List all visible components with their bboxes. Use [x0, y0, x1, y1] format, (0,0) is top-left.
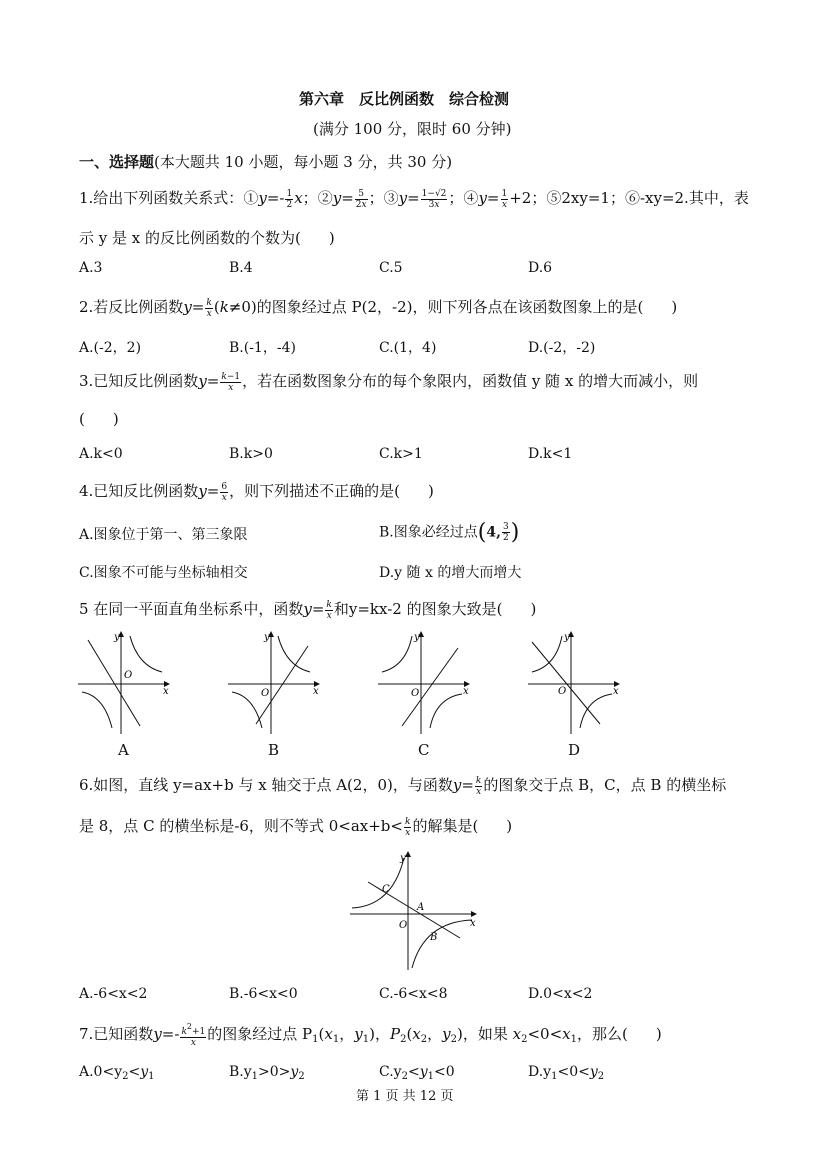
fraction: $\frac{3}{2}$ [502, 522, 509, 543]
q1-option-b[interactable]: B.4 [229, 260, 253, 276]
q1-option-a[interactable]: A.3 [79, 260, 103, 276]
q7-option-c-text: C.y [379, 1064, 402, 1080]
fraction: $\frac{1}{x}$ [501, 188, 508, 210]
q6-line-1b: 的图象交于点 B，C，点 B 的横坐标 [483, 776, 727, 794]
question-1-line-1: 1.给出下列函数关系式：①y=- $\frac{1}{2}$ x；②y= $\frac{5}{2x}$ ；③y= $\frac{1-√2}{3x}$ ；④y= $\frac{1}{x}$ +2；⑤2xy=1；⑥-xy=2.其中，表 [79, 188, 749, 210]
fraction: $\frac{k2+1}{x}$ [181, 1022, 206, 1048]
question-4: 4.已知反比例函数y= $\frac{6}{x}$ ，则下列描述不正确的是( ) [79, 481, 434, 503]
q2-option-c[interactable]: C.(1，4) [379, 340, 437, 356]
axis-y-label: y [264, 632, 270, 643]
question-5: 5 在同一平面直角坐标系中，函数y= $\frac{k}{x}$ 和y=kx-2 的图象大致是( ) [79, 599, 537, 621]
axis-x-label: x [613, 686, 619, 697]
q4-option-b-text: B.图象必经过点 [379, 524, 478, 541]
q1-circle-4: ④ [463, 189, 479, 207]
section-heading [79, 151, 452, 172]
q4-prefix: 4.已知反比例函数 [79, 482, 199, 500]
q5-label-c: C [418, 741, 430, 759]
q6-option-d[interactable]: D.0<x<2 [528, 986, 593, 1002]
fraction: $\frac{k-1}{x}$ [221, 371, 241, 393]
q5-graph-c[interactable] [378, 628, 478, 734]
q7-option-a[interactable]: $A.0<y_2<y_1$ [79, 1064, 155, 1082]
section-title: 一、选择题 [79, 153, 155, 171]
fig-point-a-label: A [417, 902, 425, 913]
q5-label-d: D [568, 741, 581, 759]
q5-graph-b[interactable] [228, 628, 328, 734]
origin-label: O [411, 688, 420, 699]
q4-option-b[interactable]: B.图象必经过点(4, $\frac{3}{2}$ ) [379, 520, 520, 545]
q5-label-b: B [268, 741, 280, 759]
question-6-line-1: 6.如图，直线 y=ax+b 与 x 轴交于点 A(2，0)，与函数y= $\frac{k}{x}$ 的图象交于点 B，C，点 B 的横坐标 [79, 775, 727, 797]
fraction: $\frac{k}{x}$ [206, 297, 212, 319]
q2-option-a[interactable]: A.(-2，2) [79, 340, 142, 356]
q2-prefix: 2.若反比例函数 [79, 298, 184, 316]
q7-suffix: 的图象经过点 P [207, 1025, 313, 1043]
q1-items-5-6: ⑤2xy=1；⑥-xy=2.其中，表 [546, 189, 749, 207]
origin-label: O [261, 688, 270, 699]
q5-graph-d[interactable] [528, 628, 628, 734]
axis-x-label: x [163, 686, 169, 697]
q1-option-d[interactable]: D.6 [528, 260, 553, 276]
q5-mid: 和 [333, 600, 349, 618]
q7-option-c[interactable]: $C.y_2<y_1<0$ [379, 1064, 455, 1082]
q3-option-a[interactable]: A.k<0 [79, 446, 123, 462]
fig-point-c-label: C [382, 884, 390, 895]
q3-option-d[interactable]: D.k<1 [528, 446, 573, 462]
q5-prefix: 5 在同一平面直角坐标系中，函数 [79, 600, 304, 618]
q1-line-2-text: 示 y 是 x 的反比例函数的个数为( [79, 229, 301, 247]
question-1-line-2: 示 y 是 x 的反比例函数的个数为( ) [79, 229, 335, 247]
fraction: $\frac{k}{x}$ [326, 599, 332, 621]
fraction: $\frac{k}{x}$ [475, 775, 482, 797]
q6-option-c[interactable]: C.-6<x<8 [379, 986, 448, 1002]
q2-option-b[interactable]: B.(-1，-4) [229, 340, 296, 356]
q3-option-c[interactable]: C.k>1 [379, 446, 423, 462]
fraction: $\frac{5}{2x}$ [355, 188, 367, 210]
q1-option-c[interactable]: C.5 [379, 260, 403, 276]
origin-label: O [124, 670, 133, 681]
q3-option-b[interactable]: B.k>0 [229, 446, 273, 462]
q5-label-a: A [118, 741, 129, 759]
axis-x-label: x [313, 686, 319, 697]
q4-option-a[interactable]: A.图象位于第一、第三象限 [79, 527, 248, 543]
axis-y-label: y [414, 632, 420, 643]
q1-circle-3: ③ [383, 189, 399, 207]
q7-option-b-text: B.y [229, 1064, 252, 1080]
q5-graph-a[interactable] [78, 628, 178, 734]
q2-option-d[interactable]: D.(-2，-2) [528, 340, 596, 356]
q1-circle-1: ① [243, 189, 259, 207]
fig-point-b-label: B [430, 932, 438, 943]
origin-label: O [558, 686, 567, 697]
fig-y-label: y [400, 853, 406, 864]
fraction: $\frac{1-√2}{3x}$ [421, 188, 447, 210]
q3-suffix: ，若在函数图象分布的每个象限内，函数值 y 随 x 的增大而减小，则 [242, 372, 699, 390]
q3-prefix: 3.已知反比例函数 [79, 372, 199, 390]
fraction: $\frac{k}{x}$ [404, 816, 411, 838]
q1-circle-2: ② [317, 189, 333, 207]
q7-option-d-text: D.y [528, 1064, 552, 1080]
page-number: 第 1 页 共 12 页 [356, 1089, 454, 1104]
axis-x-label: x [463, 686, 469, 697]
q7-option-d[interactable]: $D.y_1<0<y_2$ [528, 1064, 605, 1082]
fig-origin-label: O [399, 920, 408, 931]
q3-paren: ( [79, 410, 85, 428]
axis-y-label: y [114, 632, 120, 643]
question-7: 7.已知函数y=- $\frac{k2+1}{x}$ 的图象经过点 $P_1(x_1$，$y_1$)，$P_2(x_2$，$y_2$)，如果 $x_2<0<x_1$，那么( ) [79, 1022, 662, 1048]
fig-x-label: x [470, 918, 476, 929]
question-2: 2.若反比例函数y= $\frac{k}{x}$ (k≠0)的图象经过点 P(2，-2)，则下列各点在该函数图象上的是( ) [79, 297, 678, 319]
q6-line-2b: 的解集是( [412, 817, 479, 835]
page-title: 第六章 反比例函数 综合检测 [299, 90, 510, 108]
question-3-line-1: 3.已知反比例函数y= $\frac{k-1}{x}$ ，若在函数图象分布的每个象限内，函数值 y 随 x 的增大而减小，则 [79, 371, 699, 393]
q7-option-b[interactable]: $B.y_1>0>y_2$ [229, 1064, 305, 1082]
q7-prefix: 7.已知函数 [79, 1025, 154, 1043]
page-subtitle: (满分 100 分，限时 60 分钟) [313, 120, 512, 138]
q6-option-b[interactable]: B.-6<x<0 [229, 986, 298, 1002]
q4-option-c[interactable]: C.图象不可能与坐标轴相交 [79, 565, 248, 581]
q4-suffix: ，则下列描述不正确的是( [229, 482, 400, 500]
question-6-line-2: 是 8，点 C 的横坐标是-6，则不等式 0<ax+b< $\frac{k}{x}$ 的解集是( ) [79, 816, 513, 838]
q6-line-1a: 6.如图，直线 y=ax+b 与 x 轴交于点 A(2，0)，与函数 [79, 776, 453, 794]
q6-line-2a: 是 8，点 C 的横坐标是-6，则不等式 0<ax+b< [79, 817, 403, 835]
section-note: (本大题共 10 小题，每小题 3 分，共 30 分) [154, 153, 453, 171]
q1-prefix: 1.给出下列函数关系式： [79, 189, 244, 207]
q6-figure [348, 848, 480, 972]
fraction: $\frac{6}{x}$ [221, 481, 228, 503]
q7-option-a-text: A.0<y [79, 1064, 123, 1080]
axis-y-label: y [564, 632, 570, 643]
fraction: $\frac{1}{2}$ [286, 188, 293, 210]
q2-suffix: 的图象经过点 P(2，-2)，则下列各点在该函数图象上的是( [256, 298, 644, 316]
q6-option-a[interactable]: A.-6<x<2 [79, 986, 148, 1002]
q4-option-d[interactable]: D.y 随 x 的增大而增大 [379, 565, 522, 581]
q5-suffix: y=kx-2 的图象大致是( [348, 600, 503, 618]
question-3-line-2: ( ) [79, 410, 119, 428]
